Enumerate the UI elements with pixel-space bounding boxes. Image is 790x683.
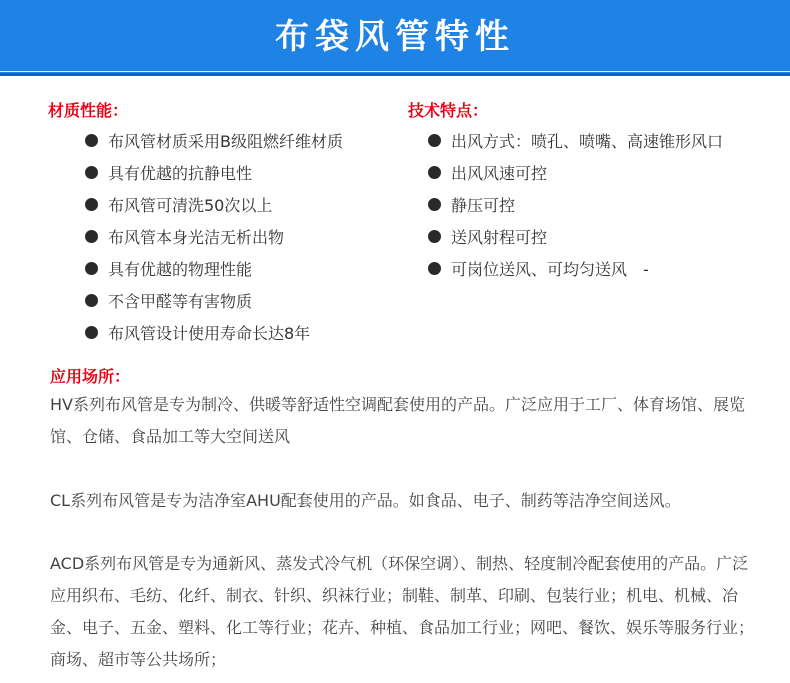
tech-item-text: 出风风速可控 <box>451 163 548 183</box>
tech-item <box>428 220 723 252</box>
material-list <box>85 124 343 348</box>
banner-divider <box>0 71 790 72</box>
material-item <box>85 156 343 188</box>
tech-list <box>428 124 723 284</box>
material-item <box>85 252 343 284</box>
tech-item-text: 送风射程可控 <box>451 227 548 247</box>
tech-item <box>428 188 723 220</box>
bullet-icon <box>85 262 98 275</box>
material-item-text: 布风管可清洗50次以上 <box>108 195 273 215</box>
bullet-icon <box>428 230 441 243</box>
bullet-icon <box>85 134 98 147</box>
tech-item <box>428 124 723 156</box>
application-section-title: 应用场所： <box>50 367 131 386</box>
material-item-text: 布风管本身光洁无析出物 <box>108 227 285 247</box>
title-banner <box>0 0 790 76</box>
bullet-icon <box>428 134 441 147</box>
tech-item-text: 静压可控 <box>451 195 516 215</box>
material-item <box>85 316 343 348</box>
bullet-icon <box>85 294 98 307</box>
tech-section-title: 技术特点： <box>408 101 489 120</box>
material-item-text: 布风管材质采用B级阻燃纤维材质 <box>108 131 343 151</box>
bullet-icon <box>85 326 98 339</box>
material-item-text: 具有优越的抗静电性 <box>108 163 253 183</box>
bullet-icon <box>428 262 441 275</box>
material-item <box>85 284 343 316</box>
bullet-icon <box>85 230 98 243</box>
material-item <box>85 124 343 156</box>
material-item-text: 具有优越的物理性能 <box>108 259 253 279</box>
bullet-icon <box>85 198 98 211</box>
bullet-icon <box>428 198 441 211</box>
bullet-icon <box>85 166 98 179</box>
tech-item <box>428 156 723 188</box>
material-item-text: 布风管设计使用寿命长达8年 <box>108 323 311 343</box>
bullet-icon <box>428 166 441 179</box>
material-item-text: 不含甲醛等有害物质 <box>108 291 253 311</box>
material-section-title: 材质性能： <box>48 101 129 120</box>
application-paragraph-hv: HV系列布风管是专为制冷、供暖等舒适性空调配套使用的产品。广泛应用于工厂、体育场馆、展览馆、仓储、食品加工等大空间送风 <box>50 395 745 446</box>
page-title: 布袋风管特性 <box>275 17 515 57</box>
application-paragraph-acd: ACD系列布风管是专为通新风、蒸发式冷气机（环保空调）、制热、轻度制冷配套使用的产品。广泛应用织布、毛纺、化纤、制衣、针织、织袜行业；制鞋、制革、印刷、包装行业；机电、机械、冶金、电子、五金、塑料、化工等行业；花卉、种植、食品加工行业；网吧、餐饮、娱乐等服务行业；商场、超市等公共场所； <box>50 554 755 669</box>
tech-item-text: 出风方式：喷孔、喷嘴、高速锥形风口 <box>451 131 724 151</box>
material-item <box>85 188 343 220</box>
material-item <box>85 220 343 252</box>
tech-item-text: 可岗位送风、可均匀送风 - <box>451 259 649 279</box>
tech-item <box>428 252 723 284</box>
application-paragraph-cl: CL系列布风管是专为洁净室AHU配套使用的产品。如食品、电子、制药等洁净空间送风。 <box>50 491 681 510</box>
